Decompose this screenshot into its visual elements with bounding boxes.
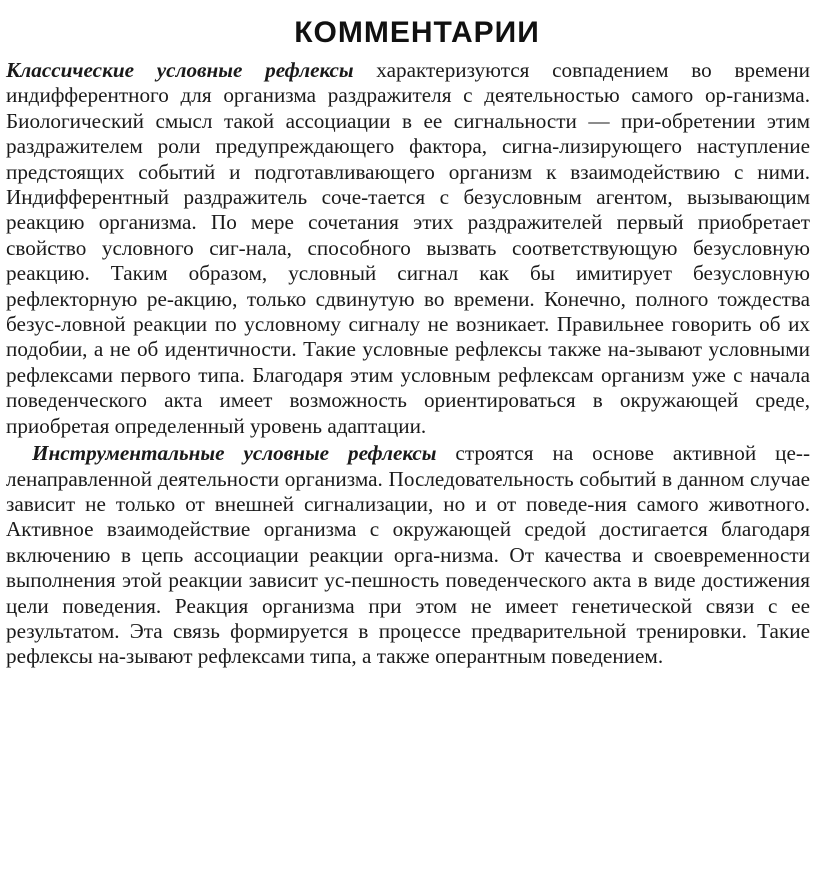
paragraph-classical-reflexes bbox=[6, 58, 810, 439]
paragraph-instrumental-reflexes bbox=[6, 441, 810, 670]
document-page bbox=[6, 16, 810, 670]
term-classical-reflexes: Классические условные рефлексы bbox=[6, 58, 354, 82]
paragraph-text: строятся на основе активной це-ленаправленной деятельности организма. Последовательность событий в данном случае зависит не только от внешней сигнализации, но и от поведе-ния самого животного. Активное взаимодействие организма с окружающей средой достигается благодаря включению в цепь ассоциации реакции орга-низма. От качества и своевременности выполнения этой реакции зависит ус-пешность поведенческого акта в виде достижения цели поведения. Реакция организма при этом не имеет генетической связи с ее результатом. Эта связь формируется в процессе предварительной тренировки. Такие рефлексы на-зывают рефлексами типа, а также оперантным поведением. bbox=[6, 441, 810, 669]
paragraph-text: характеризуются совпадением во времени индифферентного для организма раздражителя с деятельностью самого ор-ганизма. Биологический смысл такой ассоциации в ее сигнальности — при-обретении этим раздражителем роли предупреждающего фактора, сигна-лизирующего наступление предстоящих событий и подготавливающего организм к взаимодействию с ними. Индифферентный раздражитель соче-тается с безусловным агентом, вызывающим реакцию организма. По мере сочетания этих раздражителей первый приобретает свойство условного сиг-нала, способного вызвать соответствующую безусловную реакцию. Таким образом, условный сигнал как бы имитирует безусловную рефлекторную ре-акцию, только сдвинутую во времени. Конечно, полного тождества безус-ловной реакции по условному сигналу не возникает. Правильнее говорить об их подобии, а не об идентичности. Такие условные рефлексы также на-зывают условными рефлексами первого типа. Благодаря этим условным рефлексам организм уже с начала поведенческого акта имеет возможность ориентироваться в окружающей среде, приобретая определенный уровень адаптации. bbox=[6, 58, 810, 438]
page-title: КОММЕНТАРИИ bbox=[294, 16, 540, 49]
term-instrumental-reflexes: Инструментальные условные рефлексы bbox=[32, 441, 437, 466]
